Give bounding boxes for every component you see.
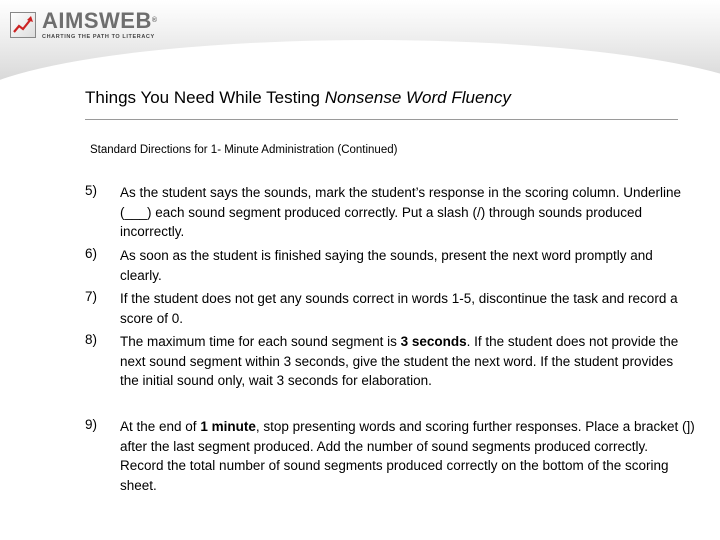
item-number: 8) <box>85 332 98 347</box>
list-item: The maximum time for each sound segment is 3 seconds. If the student does not provide the next sound segment within 3 seconds, give the student the next word. If the student provides the initial sound only, wait 3 seconds for elaboration. <box>120 334 679 388</box>
chart-line-icon <box>10 12 36 38</box>
list-item: As the student says the sounds, mark the student’s response in the scoring column. Underline (___) each sound segment produced correctly. Put a slash (/) through sounds produced incorrectly. <box>120 185 682 239</box>
list-item: If the student does not get any sounds correct in words 1-5, discontinue the task and record a score of 0. <box>120 291 678 326</box>
item-number: 9) <box>85 417 98 432</box>
title-divider <box>85 119 678 120</box>
section-subtitle: Standard Directions for 1- Minute Administration (Continued) <box>90 144 398 156</box>
aimsweb-logo <box>10 10 158 44</box>
list-item: As soon as the student is finished saying the sounds, present the next word promptly and clearly. <box>120 248 653 283</box>
list-item: At the end of 1 minute, stop presenting words and scoring further responses. Place a bracket (]) after the last segment produced. Add the number of sound segments produced correctly. Record the total number of sound segments produced correctly on the bottom of the scoring sheet. <box>120 419 695 493</box>
item-number: 6) <box>85 246 98 261</box>
item-number: 5) <box>85 183 98 198</box>
item-number: 7) <box>85 289 98 304</box>
logo-wordmark: AIMSWEB® <box>42 8 158 33</box>
page-title: Things You Need While Testing Nonsense Word Fluency <box>85 88 511 107</box>
logo-tagline: CHARTING THE PATH TO LITERACY <box>42 34 155 40</box>
